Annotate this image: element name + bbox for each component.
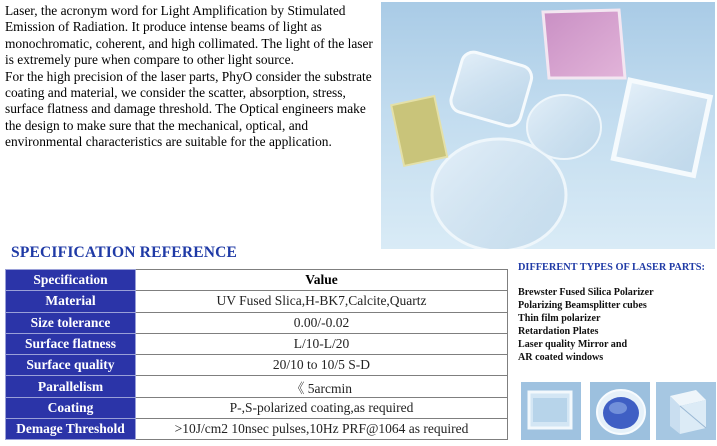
list-item: Brewster Fused Silica Polarizer	[518, 287, 654, 298]
spec-value: UV Fused Slica,H-BK7,Calcite,Quartz	[136, 291, 508, 312]
table-row	[6, 333, 508, 354]
spec-label: Parallelism	[6, 376, 136, 397]
round-mirror-photo	[590, 382, 650, 440]
spec-title: SPECIFICATION REFERENCE	[11, 244, 238, 261]
laser-parts-list	[518, 287, 654, 364]
spec-table	[5, 269, 508, 440]
spec-header-row	[6, 270, 508, 291]
list-item: Retardation Plates	[518, 325, 599, 337]
square-window-photo	[521, 382, 581, 440]
spec-value: >10J/cm2 10nsec pulses,10Hz PRF@1064 as required	[136, 419, 508, 440]
table-row	[6, 312, 508, 333]
spec-value: 20/10 to 10/5 S-D	[136, 355, 508, 376]
spec-header-label: Specification	[6, 270, 136, 291]
spec-label: Size tolerance	[6, 312, 136, 333]
table-row	[6, 355, 508, 376]
list-item: AR coated windows	[518, 351, 604, 363]
table-row	[6, 419, 508, 440]
spec-label: Surface flatness	[6, 333, 136, 354]
list-item: Polarizing Beamsplitter cubes	[518, 299, 647, 311]
list-item: Thin film polarizer	[518, 312, 601, 324]
table-row	[6, 376, 508, 397]
spec-label: Demage Threshold	[6, 419, 136, 440]
spec-value: 0.00/-0.02	[136, 312, 508, 333]
beamsplitter-cube-photo	[656, 382, 716, 440]
list-item: Laser quality Mirror and	[518, 338, 628, 350]
intro-paragraph-2: For the high precision of the laser parts, PhyO consider the substrate coating and material, we consider the scatter, absorption, stress, surface flatness and damage threshold. The Optical engineers make the design to make sure that the mechanical, optical, and environmental characteristics are suitable for the application.	[5, 68, 372, 150]
intro-text	[5, 3, 377, 151]
spec-header-value: Value	[136, 270, 508, 291]
spec-value: P-,S-polarized coating,as required	[136, 397, 508, 418]
table-row	[6, 291, 508, 312]
spec-label: Coating	[6, 397, 136, 418]
spec-value: 《 5arcmin	[136, 376, 508, 397]
spec-value: L/10-L/20	[136, 333, 508, 354]
laser-optics-photo	[381, 2, 715, 249]
spec-label: Surface quality	[6, 355, 136, 376]
intro-paragraph-1: Laser, the acronym word for Light Amplification by Stimulated Emission of Radiation. It produce intense beams of light as monochromatic, coherent, and high collimated. The light of the laser is extremely pure when compare to other light source.	[5, 3, 373, 68]
table-row	[6, 397, 508, 418]
laser-parts-title: DIFFERENT TYPES OF LASER PARTS:	[518, 262, 705, 273]
spec-label: Material	[6, 291, 136, 312]
